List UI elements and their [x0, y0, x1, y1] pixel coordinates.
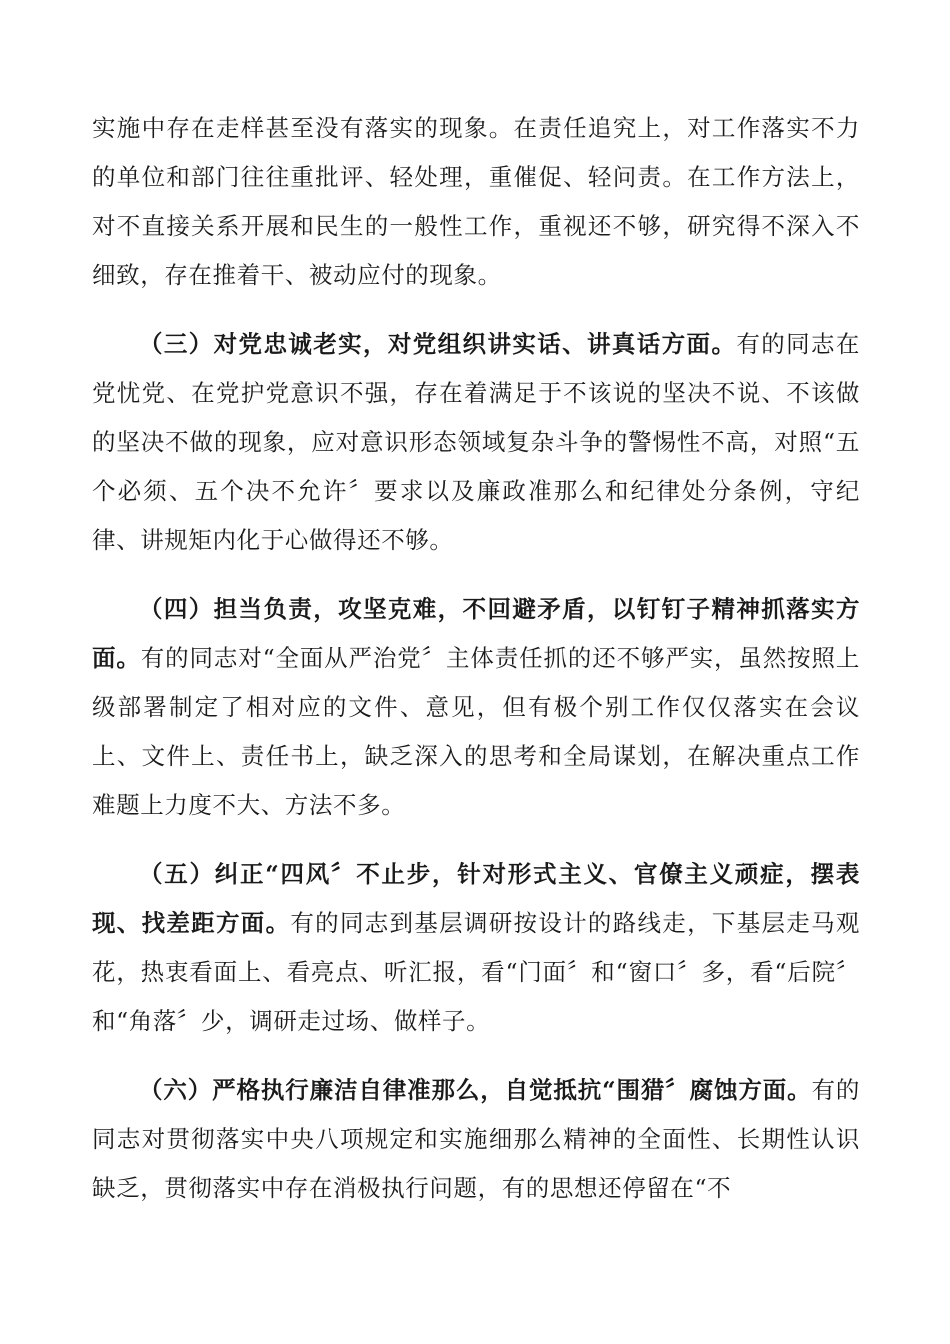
paragraph-continuation — [92, 104, 860, 300]
paragraph-text: 有的同志到基层调研按设计的路线走，下基层走马观花，热衷看面上、看亮点、听汇报，看“门面〞和“窗口〞多，看“后院〞和“角落〞少，调研走过场、做样子。 — [92, 909, 860, 1035]
paragraph-text: 实施中存在走样甚至没有落实的现象。在责任追究上，对工作落实不力的单位和部门往往重批评、轻处理，重催促、轻问责。在工作方法上，对不直接关系开展和民生的一般性工作，重视还不够，研究得不深入不细致，存在推着干、被动应付的现象。 — [92, 114, 860, 289]
document-body — [92, 104, 860, 1233]
paragraph-heading: （四）担当负责，攻坚克难，不回避矛盾，以钉钉子精神抓落实方面。 — [92, 595, 860, 672]
paragraph-section-5 — [92, 850, 860, 1046]
paragraph-text: 有的同志对贯彻落实中央八项规定和实施细那么精神的全面性、长期性认识缺乏，贯彻落实中存在消极执行问题，有的思想还停留在“不 — [92, 1076, 860, 1202]
paragraph-section-3 — [92, 320, 860, 565]
paragraph-section-6 — [92, 1066, 860, 1213]
paragraph-text: 有的同志对“全面从严治党〞主体责任抓的还不够严实，虽然按照上级部署制定了相对应的文件、意见，但有极个别工作仅仅落实在会议上、文件上、责任书上，缺乏深入的思考和全局谋划，在解决重点工作难题上力度不大、方法不多。 — [92, 644, 860, 819]
paragraph-heading: （六）严格执行廉洁自律准那么，自觉抵抗“围猎〞腐蚀方面。 — [139, 1076, 812, 1104]
paragraph-text: 有的同志在党忧党、在党护党意识不强，存在着满足于不该说的坚决不说、不该做的坚决不做的现象，应对意识形态领域复杂斗争的警惕性不高，对照“五个必须、五个决不允许〞要求以及廉政准那么和纪律处分条例，守纪律、讲规矩内化于心做得还不够。 — [92, 330, 860, 554]
paragraph-heading: （五）纠正“四风〞不止步，针对形式主义、官僚主义顽症，摆表现、找差距方面。 — [92, 860, 860, 937]
paragraph-section-4 — [92, 585, 860, 830]
paragraph-heading: （三）对党忠诚老实，对党组织讲实话、讲真话方面。 — [139, 330, 737, 358]
